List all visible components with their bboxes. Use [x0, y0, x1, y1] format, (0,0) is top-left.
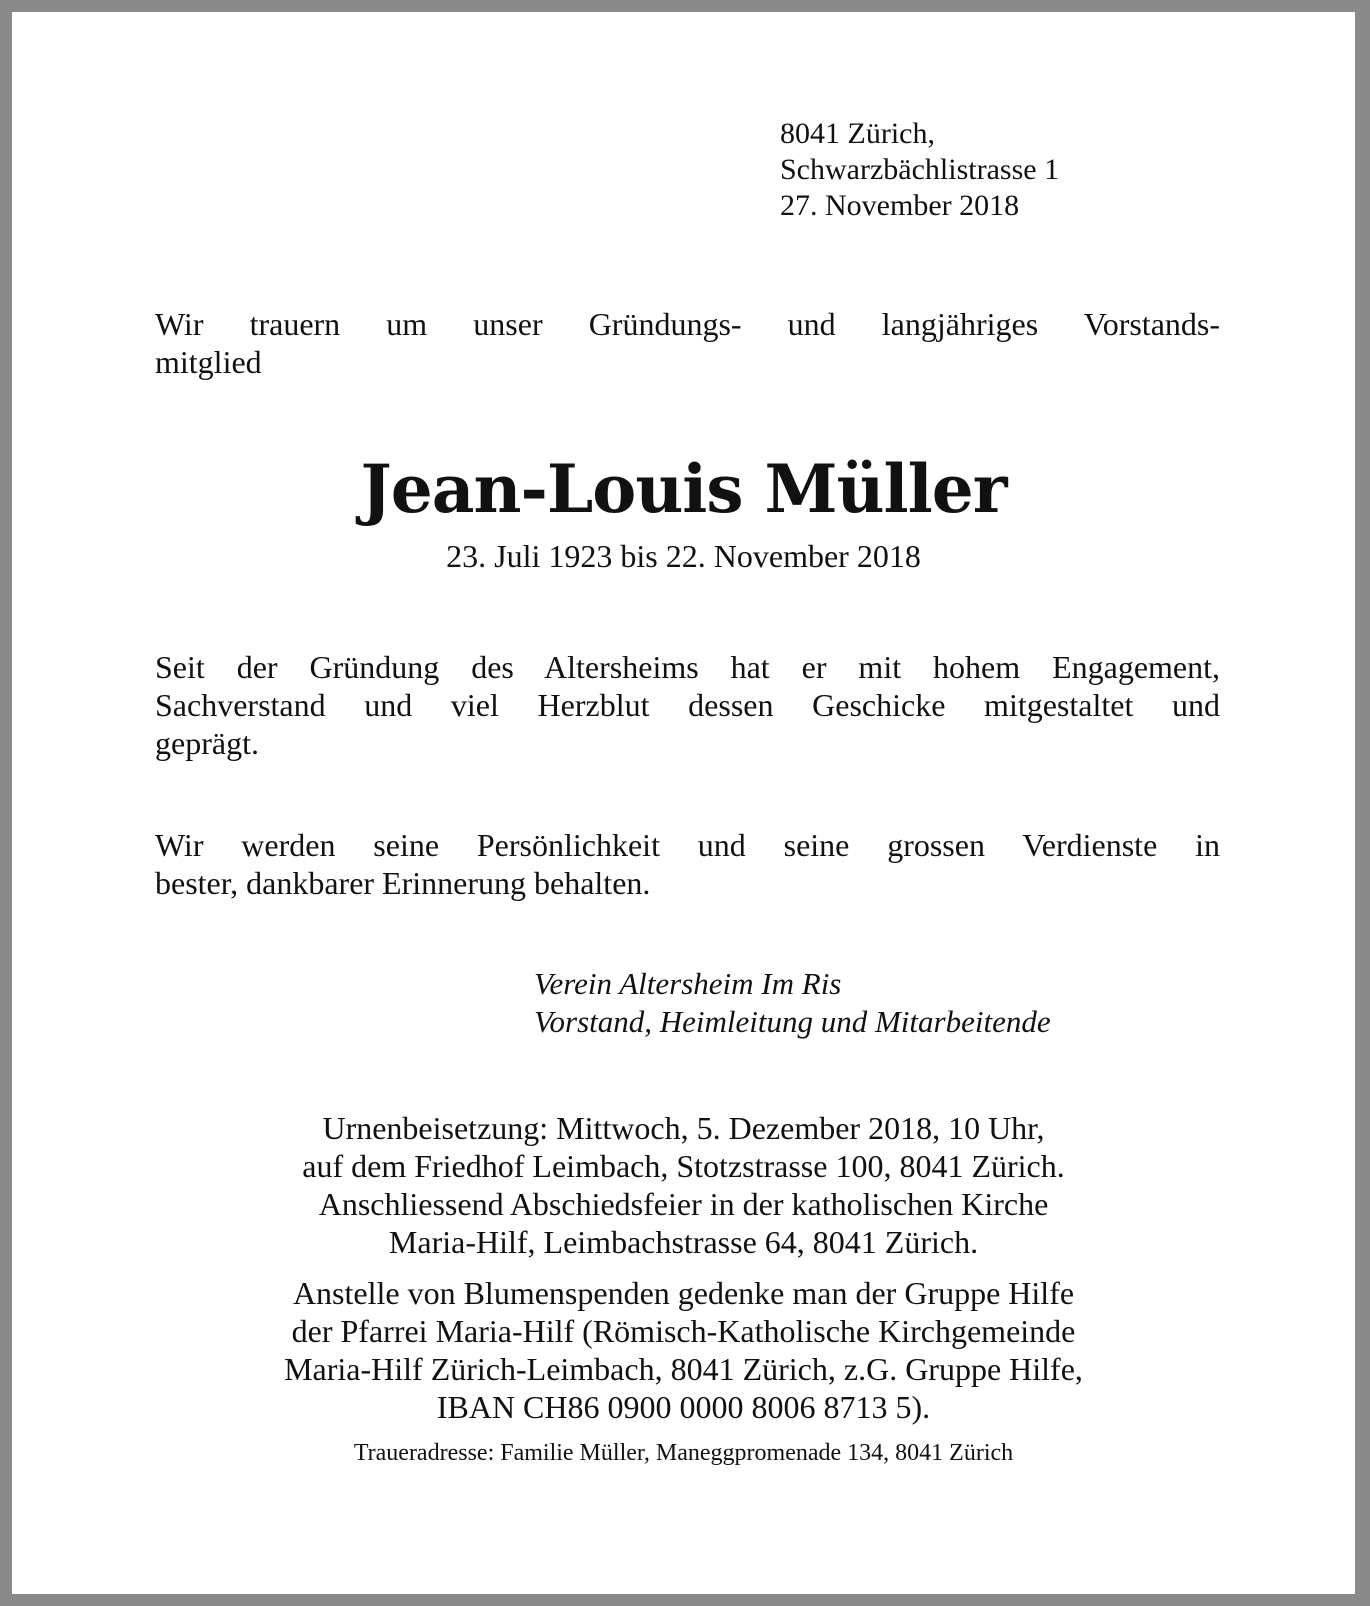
burial-line-2: auf dem Friedhof Leimbach, Stotzstrasse 100, 8041 Zürich.	[302, 1148, 1065, 1184]
burial-info	[12, 1109, 1355, 1261]
donation-line-2: der Pfarrei Maria-Hilf (Römisch-Katholische Kirchgemeinde	[291, 1313, 1076, 1349]
sender-address	[780, 116, 1059, 224]
intro-line-1: Wir trauern um unser Gründungs- und langjähriges Vorstands-	[155, 306, 1220, 342]
address-city: 8041 Zürich,	[780, 117, 935, 150]
tribute-p1-line-2: Sachverstand und viel Herzblut dessen Geschicke mitgestaltet und	[155, 687, 1220, 723]
signature-organization: Verein Altersheim Im Ris	[534, 966, 842, 1001]
signature-members: Vorstand, Heimleitung und Mitarbeitende	[534, 1004, 1051, 1039]
deceased-name: Jean-Louis Müller	[360, 450, 1007, 528]
tribute-p1-line-3: geprägt.	[155, 725, 259, 761]
mourning-address: Traueradresse: Familie Müller, Maneggpromenade 134, 8041 Zürich	[353, 1440, 1014, 1466]
donation-line-1: Anstelle von Blumenspenden gedenke man der Gruppe Hilfe	[292, 1275, 1075, 1311]
burial-line-3: Anschliessend Abschiedsfeier in der katholischen Kirche	[318, 1186, 1049, 1222]
signature-block	[534, 965, 1051, 1041]
intro-text	[155, 305, 1220, 381]
donation-line-3: Maria-Hilf Zürich-Leimbach, 8041 Zürich, z.G. Gruppe Hilfe,	[284, 1351, 1083, 1387]
donation-info	[12, 1274, 1355, 1426]
donation-line-4: IBAN CH86 0900 0000 8006 8713 5).	[436, 1389, 931, 1425]
burial-line-4: Maria-Hilf, Leimbachstrasse 64, 8041 Zürich.	[388, 1224, 979, 1260]
tribute-p2-line-2: bester, dankbarer Erinnerung behalten.	[155, 865, 651, 901]
tribute-p1-line-1: Seit der Gründung des Altersheims hat er mit hohem Engagement,	[155, 649, 1220, 685]
tribute-paragraph-2	[155, 826, 1220, 902]
address-street: Schwarzbächlistrasse 1	[780, 153, 1060, 186]
tribute-p2-line-1: Wir werden seine Persönlichkeit und seine grossen Verdienste in	[155, 827, 1220, 863]
obituary-page	[12, 12, 1355, 1594]
tribute-paragraph-1	[155, 648, 1220, 762]
burial-line-1: Urnenbeisetzung: Mittwoch, 5. Dezember 2018, 10 Uhr,	[322, 1110, 1045, 1146]
intro-line-2: mitglied	[155, 344, 262, 380]
life-dates: 23. Juli 1923 bis 22. November 2018	[446, 538, 921, 574]
address-date: 27. November 2018	[780, 189, 1020, 222]
